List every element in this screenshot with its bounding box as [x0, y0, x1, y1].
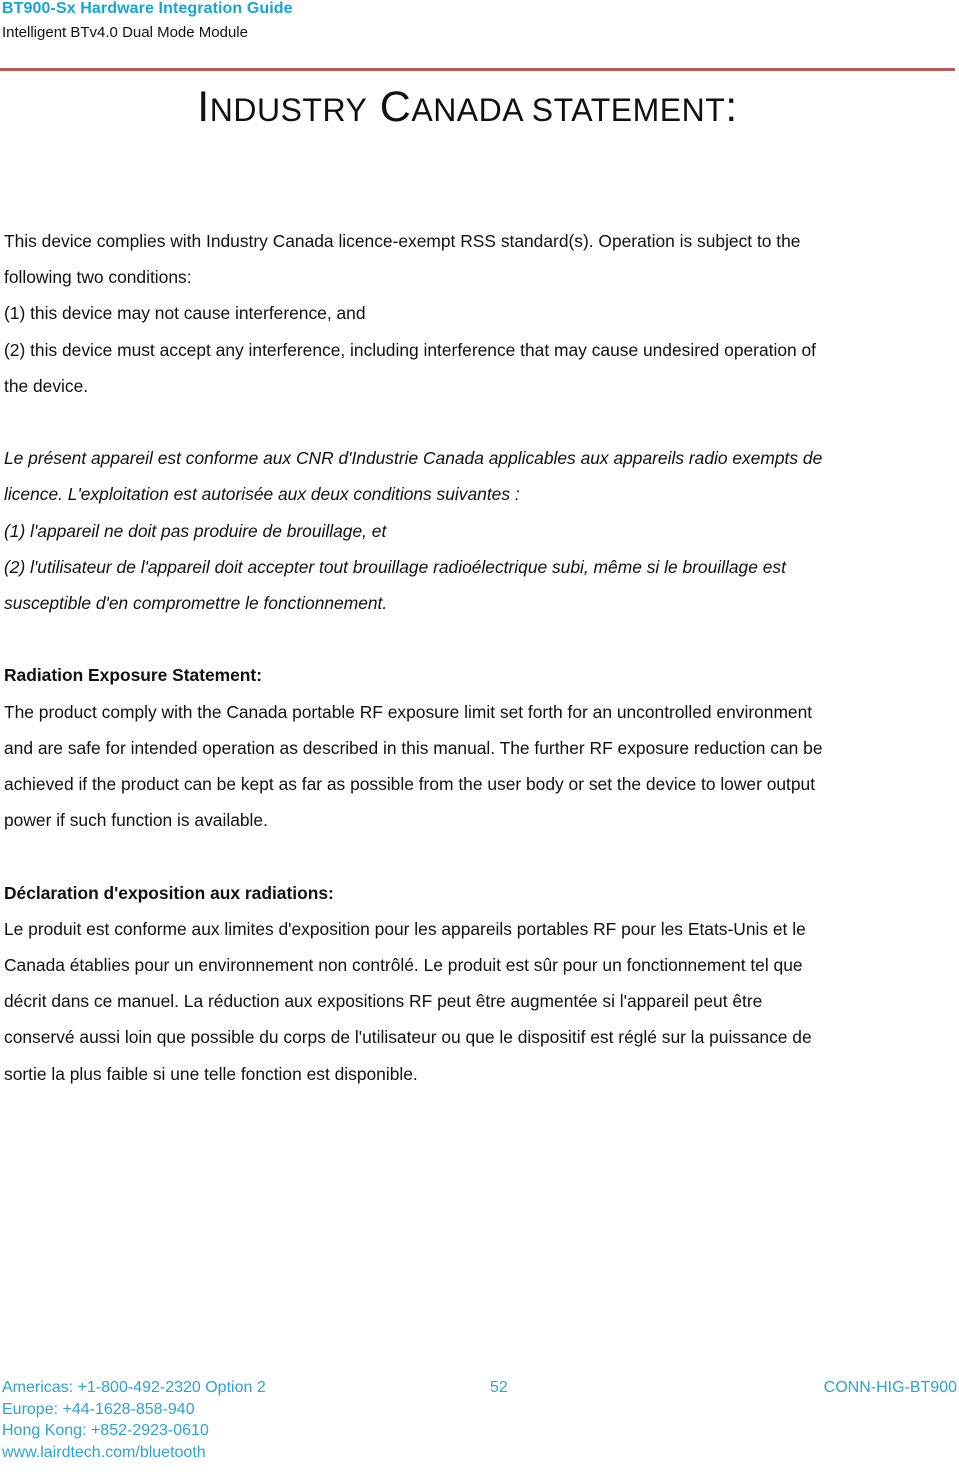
- paragraph-line: power if such function is available.: [4, 810, 268, 831]
- english-statement: [4, 223, 954, 404]
- document-body: [4, 223, 954, 1092]
- paragraph-line: the device.: [4, 375, 89, 396]
- paragraph-line: (2) l'utilisateur de l'appareil doit accepter tout brouillage radioélectrique subi, même si le brouillage est: [4, 556, 786, 577]
- radiation-exposure-statement: [4, 657, 954, 838]
- footer-website-link[interactable]: www.lairdtech.com/bluetooth: [2, 1443, 206, 1461]
- heading-word-industry: NDUSTRY: [209, 92, 368, 128]
- heading-initial-c: C: [379, 83, 412, 131]
- paragraph-line: The product comply with the Canada portable RF exposure limit set forth for an uncontrolled environment: [4, 701, 813, 722]
- footer-contact-hong-kong: Hong Kong: +852-2923-0610: [2, 1422, 209, 1439]
- heading-initial-i: I: [197, 83, 210, 131]
- paragraph-line: and are safe for intended operation as described in this manual. The further RF exposure reduction can be: [4, 737, 823, 758]
- footer-contact-americas: Americas: +1-800-492-2320 Option 2: [2, 1379, 266, 1396]
- paragraph-line: Le produit est conforme aux limites d'exposition pour les appareils portables RF pour les Etats-Unis et le: [4, 918, 806, 939]
- paragraph-line: Le présent appareil est conforme aux CNR d'Industrie Canada applicables aux appareils radio exempts de: [4, 448, 823, 469]
- paragraph-line: Canada établies pour un environnement non contrôlé. Le produit est sûr pour un fonctionnement tel que: [4, 955, 803, 976]
- footer-contact-europe: Europe: +44-1628-858-940: [2, 1400, 195, 1418]
- footer-contacts: [2, 1377, 266, 1463]
- paragraph-line: (1) l'appareil ne doit pas produire de brouillage, et: [4, 520, 387, 541]
- paragraph-spacer: [4, 621, 954, 657]
- paragraph-line: conservé aussi loin que possible du corps de l'utilisateur ou que le dispositif est réglé sur la puissance de: [4, 1027, 812, 1048]
- paragraph-line: This device complies with Industry Canada licence-exempt RSS standard(s). Operation is subject to the: [4, 231, 801, 251]
- document-subtitle: Intelligent BTv4.0 Dual Mode Module: [2, 24, 248, 41]
- radiation-statement-title: Radiation Exposure Statement:: [4, 665, 263, 686]
- paragraph-spacer: [4, 838, 954, 874]
- paragraph-line: (2) this device must accept any interference, including interference that may cause undesired operation of: [4, 339, 817, 360]
- paragraph-line: achieved if the product can be kept as far as possible from the user body or set the device to lower output: [4, 774, 816, 795]
- declaration-statement-title: Déclaration d'exposition aux radiations:: [4, 882, 334, 903]
- heading-word-canada-statement: ANADA STATEMENT: [411, 92, 726, 128]
- section-heading: [0, 82, 935, 134]
- document-title: BT900-Sx Hardware Integration Guide: [2, 0, 293, 17]
- paragraph-line: susceptible d'en compromettre le fonctionnement.: [4, 593, 388, 614]
- declaration-statement: [4, 875, 954, 1092]
- paragraph-line: décrit dans ce manuel. La réduction aux expositions RF peut être augmentée si l'appareil peut être: [4, 991, 763, 1012]
- heading-colon: :: [725, 83, 738, 131]
- page-number: 52: [490, 1379, 508, 1396]
- header-divider: [0, 68, 955, 71]
- french-statement: [4, 440, 954, 621]
- paragraph-line: following two conditions:: [4, 267, 192, 288]
- paragraph-spacer: [4, 404, 954, 440]
- paragraph-line: (1) this device may not cause interference, and: [4, 303, 366, 324]
- document-id: CONN-HIG-BT900: [823, 1379, 957, 1396]
- paragraph-line: sortie la plus faible si une telle fonction est disponible.: [4, 1063, 418, 1084]
- paragraph-line: licence. L'exploitation est autorisée aux deux conditions suivantes :: [4, 484, 520, 505]
